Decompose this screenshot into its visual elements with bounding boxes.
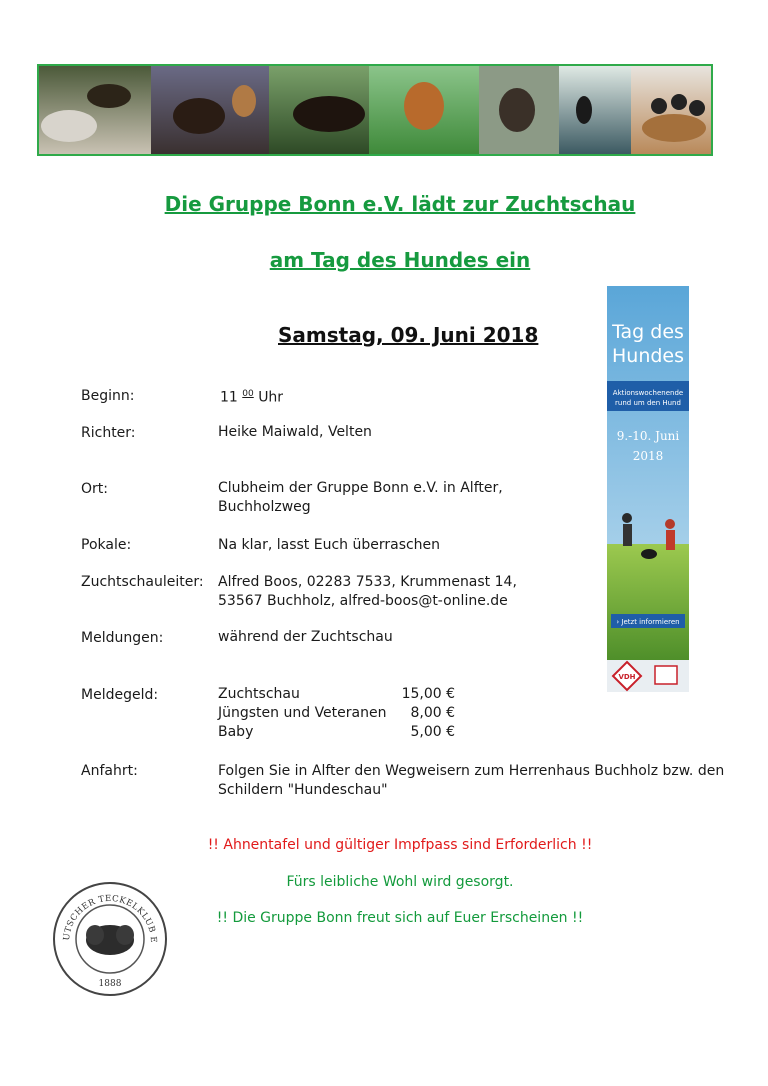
anfahrt-line-2: Schildern "Hundeschau"	[218, 782, 388, 798]
page-subtitle: am Tag des Hundes ein	[269, 248, 531, 272]
sidebar-title-1: Tag des	[612, 321, 684, 343]
vdh-logo: VDH	[618, 673, 636, 681]
catering-note: Fürs leibliche Wohl wird gesorgt.	[286, 874, 514, 890]
sidebar-cta[interactable]: › Jetzt informieren	[616, 618, 680, 626]
fee-price-2: 8,00 €	[410, 705, 455, 721]
dog-photo-collage	[39, 66, 711, 154]
anfahrt-line-1: Folgen Sie in Alfter den Wegweisern zum Herrenhaus Buchholz bzw. den	[218, 763, 725, 779]
zuchtschauleiter-line-2: 53567 Buchholz, alfred-boos@t-online.de	[218, 593, 508, 609]
teckelklub-seal-icon	[51, 880, 169, 998]
club-seal	[51, 880, 169, 998]
header-photo-banner	[37, 64, 713, 156]
ort-line-2: Buchholzweg	[218, 499, 311, 515]
zuchtschauleiter-line-1: Alfred Boos, 02283 7533, Krummenast 14,	[218, 574, 517, 590]
fee-name-1: Zuchtschau	[218, 686, 300, 702]
pokale-value: Na klar, lasst Euch überraschen	[218, 537, 441, 553]
meldungen-label: Meldungen:	[81, 630, 164, 646]
sidebar-subtitle-2: rund um den Hund	[615, 399, 681, 407]
beginn-value	[220, 385, 283, 408]
anfahrt-label: Anfahrt:	[81, 763, 138, 779]
beginn-label: Beginn:	[81, 388, 135, 404]
richter-value: Heike Maiwald, Velten	[218, 424, 372, 440]
page-title: Die Gruppe Bonn e.V. lädt zur Zuchtschau	[164, 192, 636, 216]
beginn-unit: Uhr	[258, 389, 284, 406]
requirements-warning: !! Ahnentafel und gültiger Impfpass sind Erforderlich !!	[207, 837, 593, 853]
beginn-minutes: 00	[242, 389, 254, 399]
zuchtschauleiter-label: Zuchtschauleiter:	[81, 574, 204, 590]
sidebar-dates: 9.-10. Juni	[616, 429, 680, 443]
closing-note: !! Die Gruppe Bonn freut sich auf Euer Erscheinen !!	[216, 910, 584, 926]
fee-price-1: 15,00 €	[401, 686, 455, 702]
sidebar-year: 2018	[632, 449, 664, 463]
meldegeld-label: Meldegeld:	[81, 687, 159, 703]
ort-label: Ort:	[81, 481, 108, 497]
fee-name-2: Jüngsten und Veteranen	[218, 705, 387, 721]
ort-line-1: Clubheim der Gruppe Bonn e.V. in Alfter,	[218, 480, 503, 496]
seal-year: 1888	[98, 979, 122, 989]
pokale-label: Pokale:	[81, 537, 132, 553]
event-date: Samstag, 09. Juni 2018	[278, 323, 539, 347]
beginn-hour: 11	[220, 389, 238, 406]
sidebar-title-2: Hundes	[611, 345, 685, 367]
sidebar-graphic	[607, 286, 689, 692]
tag-des-hundes-sidebar	[607, 286, 689, 692]
fee-price-3: 5,00 €	[410, 724, 455, 740]
richter-label: Richter:	[81, 425, 136, 441]
seal-arc-text: UTSCHER TECKELKLUB E	[61, 893, 159, 944]
sidebar-subtitle-1: Aktionswochenende	[612, 389, 684, 397]
meldungen-value: während der Zuchtschau	[218, 629, 393, 645]
fee-name-3: Baby	[218, 724, 254, 740]
